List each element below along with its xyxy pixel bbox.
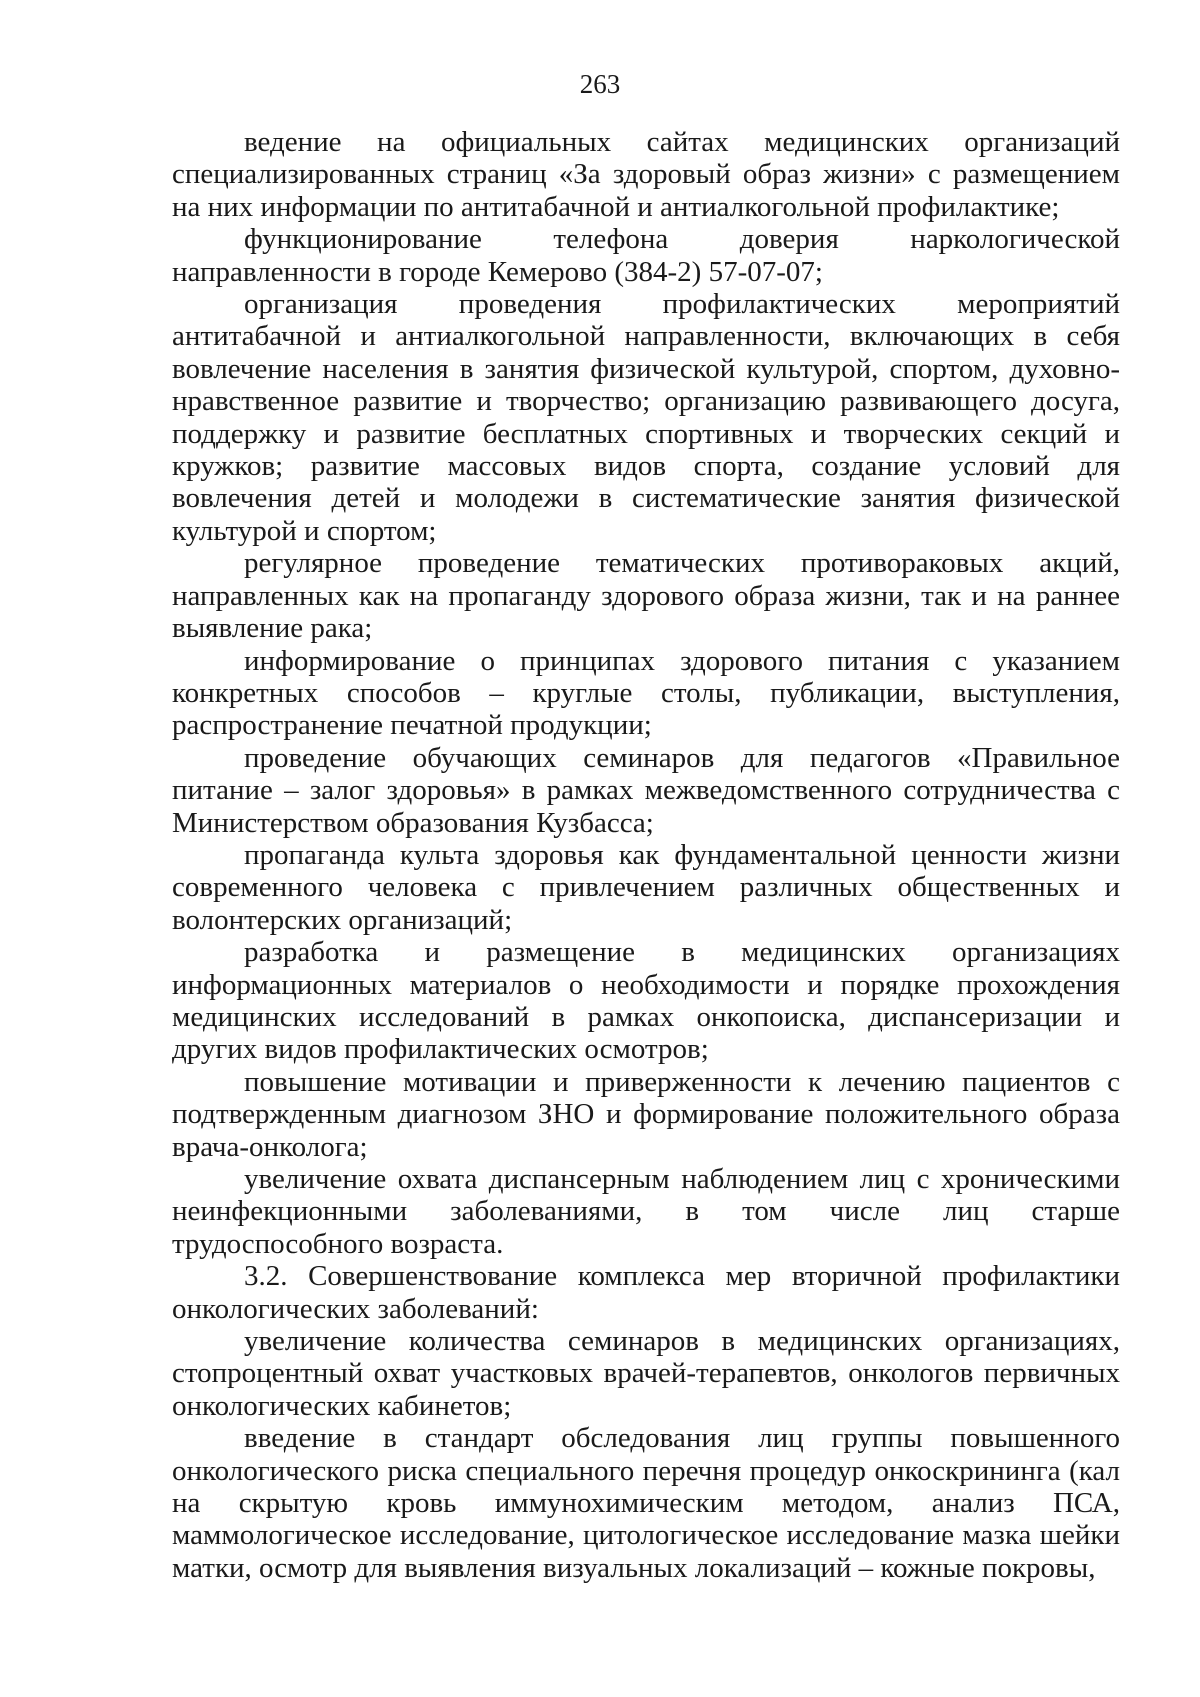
paragraph-official-sites: ведение на официальных сайтах медицинских организаций специализированных страниц «За здоровый образ жизни» с размещением на них информации по антитабачной и антиалкогольной профилактике; <box>172 126 1120 223</box>
paragraph-info-materials: разработка и размещение в медицинских организациях информационных материалов о необходимости и порядке прохождения медицинских исследований в рамках онкопоиска, диспансеризации и других видов профилактических осмотров; <box>172 936 1120 1066</box>
paragraph-healthy-nutrition: информирование о принципах здорового питания с указанием конкретных способов – круглые столы, публикации, выступления, распространение печатной продукции; <box>172 644 1120 742</box>
paragraph-prevention-events: организация проведения профилактических мероприятий антитабачной и антиалкогольной направленности, включающих в себя вовлечение населения в занятия физической культурой, спортом, духовно-нравственное развитие и творчество; организацию развивающего досуга, поддержку и развитие бесплатных спортивных и творческих секций и кружков; развитие массовых видов спорта, создание условий для вовлечения детей и молодежи в систематические занятия физической культурой и спортом; <box>172 288 1120 547</box>
document-body <box>172 126 1120 1584</box>
paragraph-screening-standard: введение в стандарт обследования лиц группы повышенного онкологического риска специального перечня процедур онкоскрининга (кал на скрытую кровь иммунохимическим методом, анализ ПСА, маммологическое исследование, цитологическое исследование мазка шейки матки, осмотр для выявления визуальных локализаций – кожные покровы, <box>172 1422 1120 1584</box>
paragraph-anticancer-actions: регулярное проведение тематических противораковых акций, направленных как на пропаганду здорового образа жизни, так и на раннее выявление рака; <box>172 547 1120 645</box>
paragraph-patient-motivation: повышение мотивации и приверженности к лечению пациентов с подтвержденным диагнозом ЗНО и формирование положительного образа врача-онколога; <box>172 1065 1120 1163</box>
page-number: 263 <box>579 69 621 99</box>
paragraph-health-cult: пропаганда культа здоровья как фундаментальной ценности жизни современного человека с привлечением различных общественных и волонтерских организаций; <box>172 838 1120 936</box>
paragraph-seminar-count: увеличение количества семинаров в медицинских организациях, стопроцентный охват участковых врачей-терапевтов, онкологов первичных онкологических кабинетов; <box>172 1325 1120 1422</box>
paragraph-dispensary-coverage: увеличение охвата диспансерным наблюдением лиц с хроническими неинфекционными заболеваниями, в том числе лиц старше трудоспособного возраста. <box>172 1163 1120 1260</box>
section-heading-3-2: 3.2. Совершенствование комплекса мер вторичной профилактики онкологических заболеваний: <box>172 1260 1120 1325</box>
paragraph-helpline: функционирование телефона доверия наркологической направленности в городе Кемерово (384-2) 57-07-07; <box>172 223 1120 288</box>
paragraph-teacher-seminars: проведение обучающих семинаров для педагогов «Правильное питание – залог здоровья» в рамках межведомственного сотрудничества с Министерством образования Кузбасса; <box>172 741 1120 839</box>
